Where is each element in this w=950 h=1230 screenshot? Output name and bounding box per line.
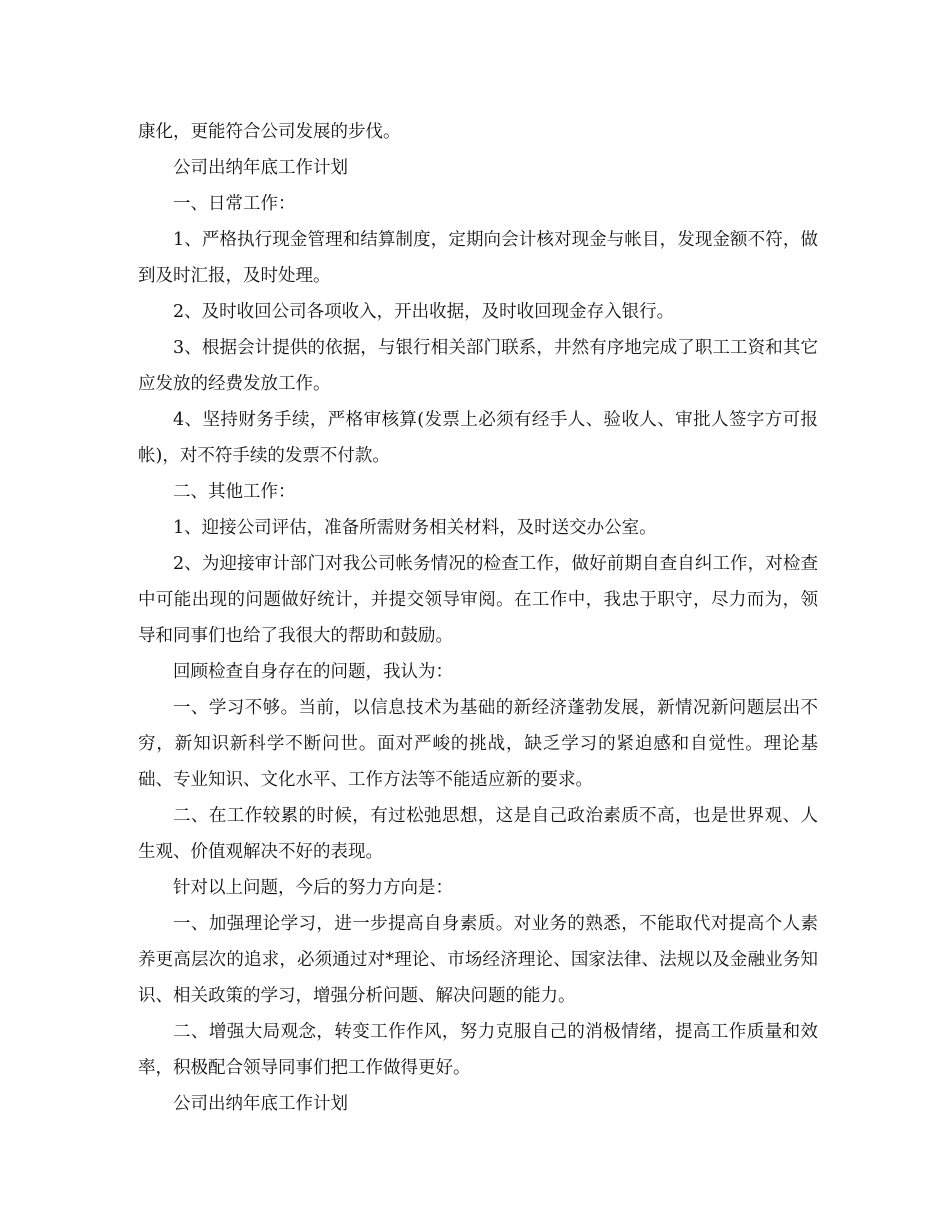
paragraph: 4、坚持财务手续，严格审核算(发票上必须有经手人、验收人、审批人签字方可报帐)，对不符手续的发票不付款。 bbox=[138, 410, 818, 466]
paragraph: 康化，更能符合公司发展的步伐。 bbox=[138, 122, 401, 142]
paragraph: 2、及时收回公司各项收入，开出收据，及时收回现金存入银行。 bbox=[173, 302, 675, 322]
paragraph: 二、其他工作： bbox=[173, 482, 296, 502]
paragraph: 1、严格执行现金管理和结算制度，定期向会计核对现金与帐目，发现金额不符，做到及时汇报，及时处理。 bbox=[138, 230, 818, 286]
paragraph: 一、学习不够。当前，以信息技术为基础的新经济蓬勃发展，新情况新问题层出不穷，新知识新科学不断问世。面对严峻的挑战，缺乏学习的紧迫感和自觉性。理论基础、专业知识、文化水平、工作方法等不能适应新的要求。 bbox=[138, 698, 818, 790]
document-body bbox=[138, 114, 818, 1122]
paragraph: 公司出纳年底工作计划 bbox=[173, 158, 348, 178]
paragraph: 二、在工作较累的时候，有过松弛思想，这是自己政治素质不高，也是世界观、人生观、价值观解决不好的表现。 bbox=[138, 806, 818, 862]
paragraph: 针对以上问题，今后的努力方向是： bbox=[173, 878, 453, 898]
paragraph: 2、为迎接审计部门对我公司帐务情况的检查工作，做好前期自查自纠工作，对检查中可能出现的问题做好统计，并提交领导审阅。在工作中，我忠于职守，尽力而为，领导和同事们也给了我很大的帮助和鼓励。 bbox=[138, 554, 818, 646]
paragraph: 一、加强理论学习，进一步提高自身素质。对业务的熟悉，不能取代对提高个人素养更高层次的追求，必须通过对*理论、市场经济理论、国家法律、法规以及金融业务知识、相关政策的学习，增强分析问题、解决问题的能力。 bbox=[138, 914, 818, 1006]
paragraph: 1、迎接公司评估，准备所需财务相关材料，及时送交办公室。 bbox=[173, 518, 657, 538]
paragraph: 二、增强大局观念，转变工作作风，努力克服自己的消极情绪，提高工作质量和效率，积极配合领导同事们把工作做得更好。 bbox=[138, 1022, 818, 1078]
paragraph: 3、根据会计提供的依据，与银行相关部门联系，井然有序地完成了职工工资和其它应发放的经费发放工作。 bbox=[138, 338, 818, 394]
paragraph: 公司出纳年底工作计划 bbox=[173, 1094, 348, 1114]
paragraph: 回顾检查自身存在的问题，我认为： bbox=[173, 662, 453, 682]
paragraph: 一、日常工作： bbox=[173, 194, 296, 214]
